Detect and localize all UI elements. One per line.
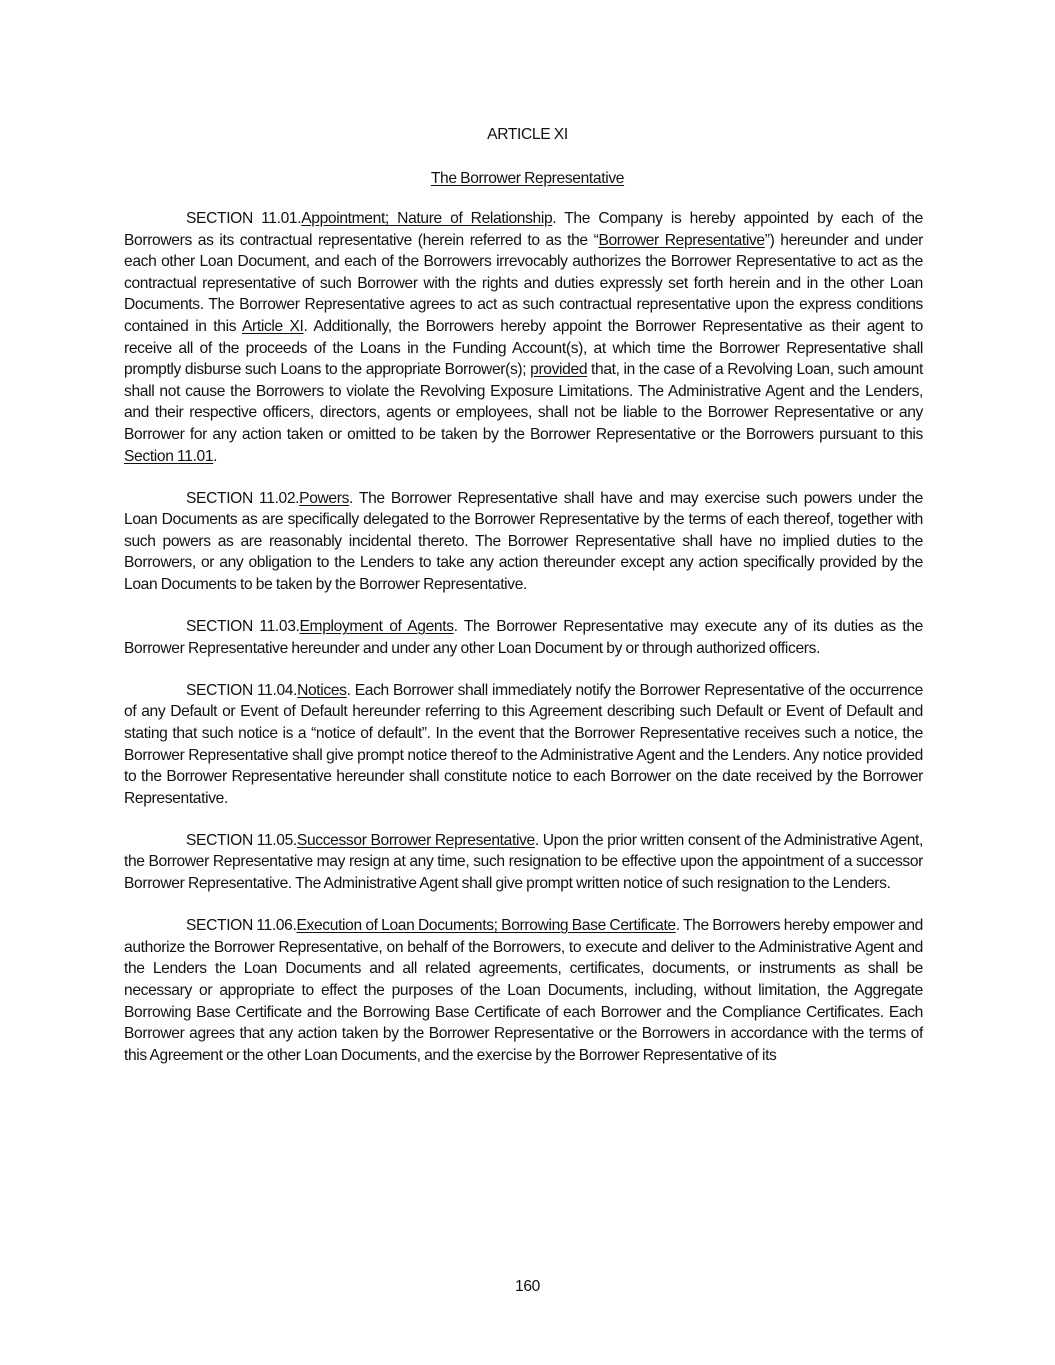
section-number: SECTION 11.03. — [186, 618, 300, 636]
section-text: ”) hereunder and under each other Loan Document, and each of the Borrowers irrevocably authorizes the Borrower Representative to act as the contractual representative of such Borrower with the rights and duties expressly set forth herein and in the other Loan Documents. The Borrower Representative agrees to act as such contractual representative upon the express conditions contained in this — [124, 231, 923, 335]
section-heading: Execution of Loan Documents; Borrowing Base Certificate — [296, 917, 676, 935]
sections-container — [124, 208, 923, 1087]
article-title: ARTICLE XI — [487, 126, 568, 143]
section-text: . Each Borrower shall immediately notify the Borrower Representative of the occurrence of any Default or Event of Default hereunder referring to this Agreement describing such Default or Event of Default and stating that such notice is a “notice of default”. In the event that the Borrower Representative receives such a notice, the Borrower Representative shall give prompt notice thereof to the Administrative Agent and the Lenders. Any notice provided to the Borrower Representative hereunder shall constitute notice to each Borrower on the date received by the Borrower Representative. — [124, 681, 923, 807]
section-heading: Notices — [297, 681, 347, 699]
section-text: . The Borrower Representative may execute any of its duties as the Borrower Representative hereunder and under any other Loan Document by or through authorized officers. — [124, 618, 923, 657]
section-text: . — [213, 447, 218, 465]
section-paragraph — [124, 915, 923, 1066]
section-number: SECTION 11.06. — [186, 917, 297, 935]
section-paragraph — [124, 830, 923, 895]
section-heading: Employment of Agents — [299, 618, 454, 636]
section-heading: Powers — [299, 489, 350, 507]
section-paragraph — [124, 488, 923, 596]
section-paragraph — [124, 208, 923, 467]
page-number: 160 — [515, 1277, 540, 1295]
section-number: SECTION 11.05. — [186, 831, 297, 849]
section-number: SECTION 11.04. — [186, 681, 298, 699]
article-subtitle — [0, 168, 1055, 190]
cross-reference: provided — [530, 361, 588, 379]
cross-reference: Borrower Representative — [598, 231, 765, 249]
section-number: SECTION 11.01. — [186, 210, 302, 227]
section-text: . The Borrower Representative shall have and may exercise such powers under the Loan Documents as are specifically delegated to the Borrower Representative by the terms of each thereof, together with such powers as are reasonably incidental thereto. The Borrower Representative shall have no implied duties to the Borrowers, or any obligation to the Lenders to take any action thereunder except any action specifically provided by the Loan Documents to be taken by the Borrower Representative. — [124, 489, 923, 593]
section-text: . The Borrowers hereby empower and authorize the Borrower Representative, on behalf of the Borrowers, to execute and deliver to the Administrative Agent and the Lenders the Loan Documents and all related agreements, certificates, documents, or instruments as shall be necessary or appropriate to effect the purposes of the Loan Documents, including, without limitation, the Aggregate Borrowing Base Certificate and the Borrowing Base Certificate of each Borrower and the Compliance Certificates. Each Borrower agrees that any action taken by the Borrower Representative or the Borrowers in accordance with the terms of this Agreement or the other Loan Documents, and the exercise by the Borrower Representative of its — [124, 917, 923, 1064]
cross-reference: Article XI — [241, 317, 304, 335]
section-heading: Appointment; Nature of Relationship — [301, 210, 553, 227]
section-number: SECTION 11.02. — [186, 489, 300, 507]
section-text: that, in the case of a Revolving Loan, such amount shall not cause the Borrowers to violate the Revolving Exposure Limitations. The Administrative Agent and the Lenders, and their respective officers, directors, agents or employees, shall not be liable to the Borrower Representative or any Borrower for any action taken or omitted to be taken by the Borrower Representative or the Borrowers pursuant to this — [124, 361, 923, 443]
section-text: . The Company is hereby appointed by each of the Borrowers as its contractual representative (herein referred to as the “ — [124, 210, 923, 249]
section-text: . Upon the prior written consent of the Administrative Agent, the Borrower Representative may resign at any time, such resignation to be effective upon the appointment of a successor Borrower Representative. The Administrative Agent shall give prompt written notice of such resignation to the Lenders. — [124, 831, 923, 893]
cross-reference: Section 11.01 — [124, 447, 214, 465]
section-text: . Additionally, the Borrowers hereby appoint the Borrower Representative as their agent to receive all of the proceeds of the Loans in the Funding Account(s), at which time the Borrower Representative shall promptly disburse such Loans to the appropriate Borrower(s); — [124, 317, 923, 379]
section-paragraph — [124, 616, 923, 659]
article-subtitle-text: The Borrower Representative — [430, 170, 625, 187]
section-heading: Successor Borrower Representative — [296, 831, 535, 849]
section-paragraph — [124, 680, 923, 810]
